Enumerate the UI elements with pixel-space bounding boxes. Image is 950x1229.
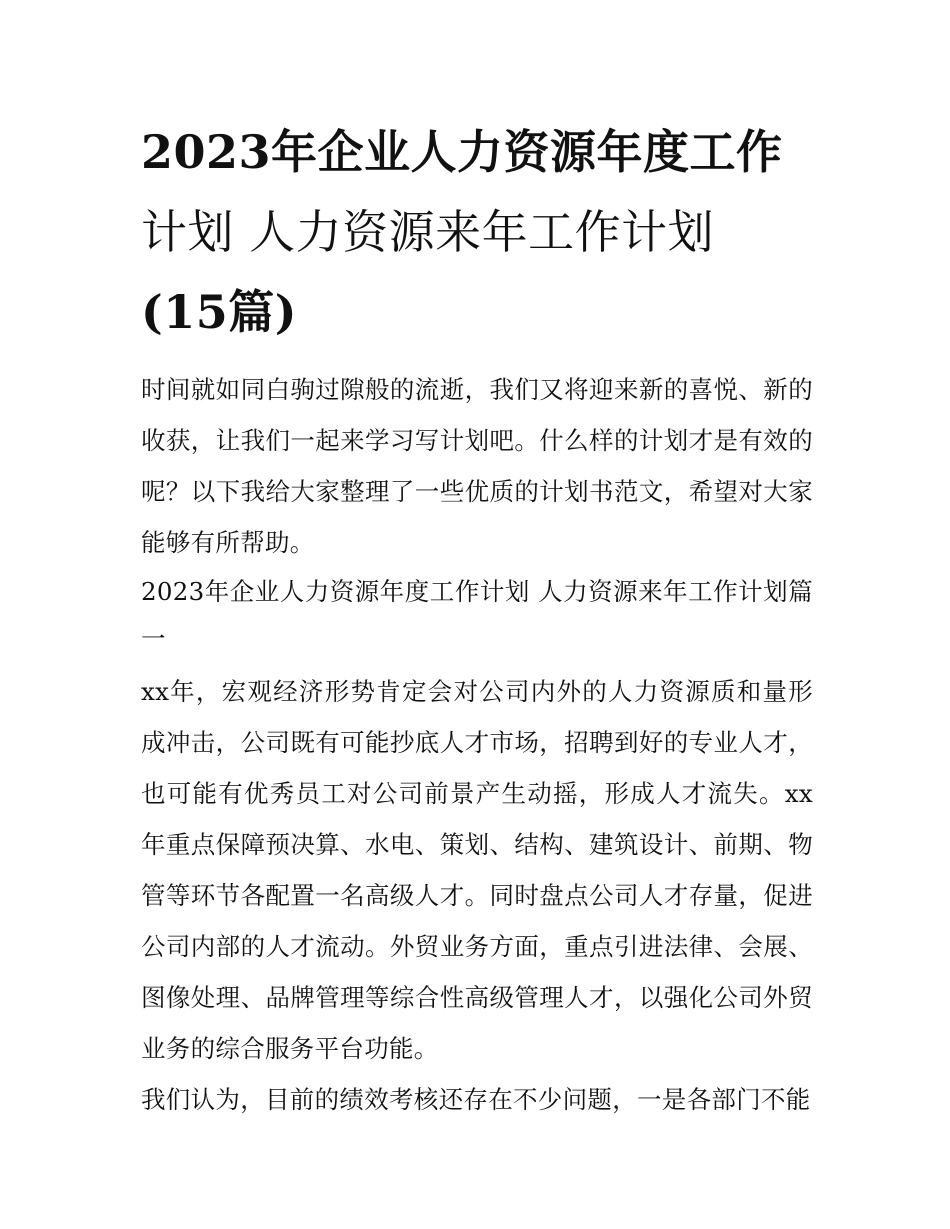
intro-paragraph: 时间就如同白驹过隙般的流逝，我们又将迎来新的喜悦、新的收获，让我们一起来学习写计划吧。什么样的计划才是有效的呢？以下我给大家整理了一些优质的计划书范文，希望对大家能够有所帮助。	[141, 375, 813, 557]
body-paragraph: xx年，宏观经济形势肯定会对公司内外的人力资源质和量形成冲击，公司既有可能抄底人才市场，招聘到好的专业人才，也可能有优秀员工对公司前景产生动摇，形成人才流失。xx年重点保障预决算、水电、策划、结构、建筑设计、前期、物管等环节各配置一名高级人才。同时盘点公司人才存量，促进公司内部的人才流动。外贸业务方面，重点引进法律、会展、图像处理、品牌管理等综合性高级管理人才，以强化公司外贸业务的综合服务平台功能。	[141, 677, 813, 1063]
title-line-2: 计划 人力资源来年工作计划	[141, 205, 715, 259]
section-heading: 2023年企业人力资源年度工作计划 人力资源来年工作计划篇一	[141, 577, 813, 653]
document-title	[141, 112, 813, 352]
document-body	[141, 364, 813, 1125]
title-line-3: (15篇)	[141, 285, 298, 339]
document-page	[141, 112, 813, 1125]
title-line-1: 2023年企业人力资源年度工作	[141, 125, 783, 179]
body-paragraph-continued: 我们认为，目前的绩效考核还存在不少问题，一是各部门不能	[141, 1085, 811, 1114]
